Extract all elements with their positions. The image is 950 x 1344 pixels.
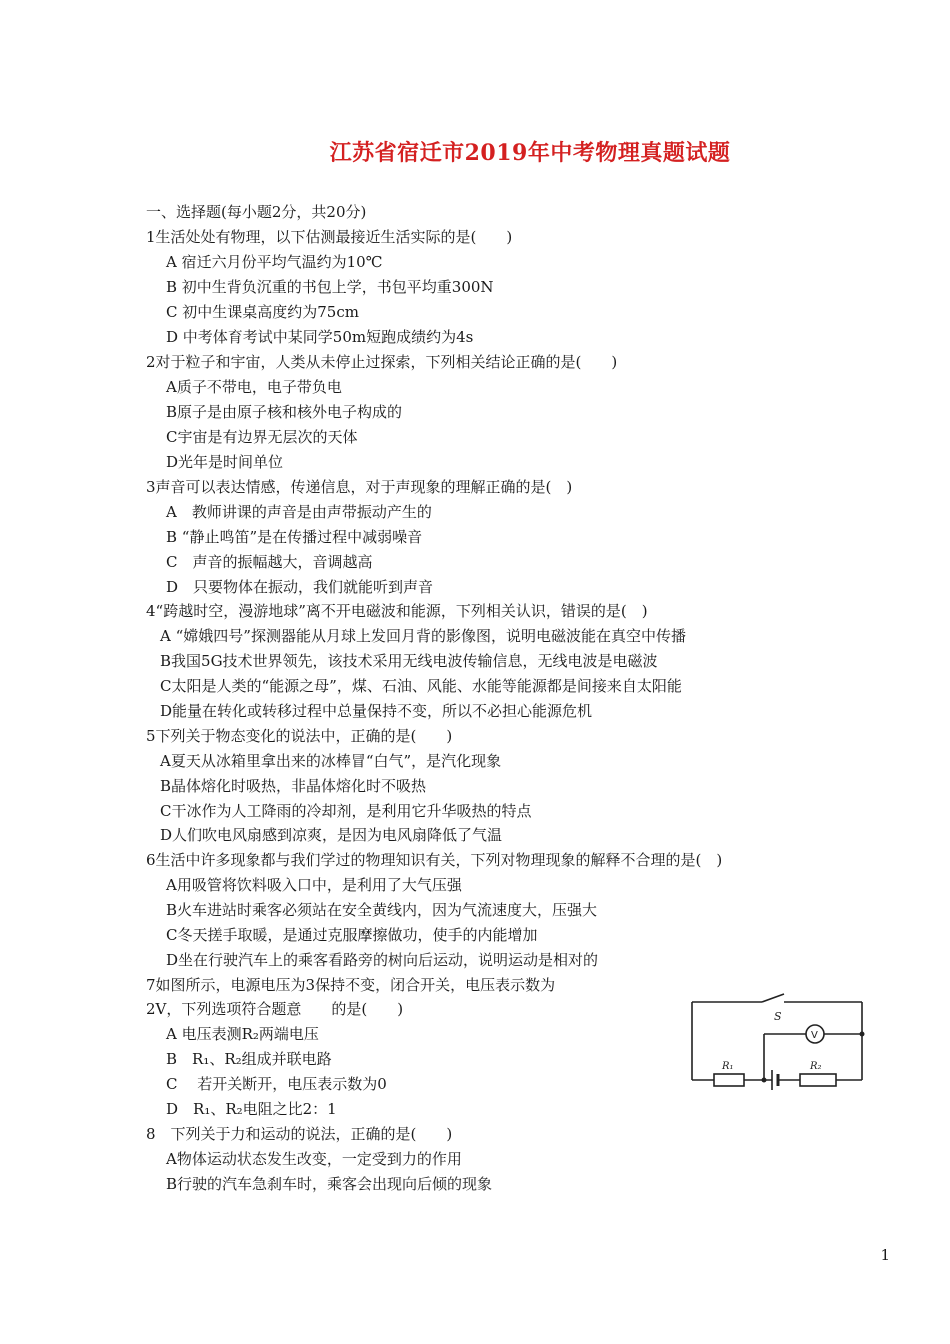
- question-3-stem: 3声音可以表达情感，传递信息，对于声现象的理解正确的是( ): [146, 478, 573, 496]
- document-title: 江苏省宿迁市2019年中考物理真题试题: [329, 140, 731, 166]
- resistor-r2: [800, 1074, 836, 1086]
- junction-dot-right: [860, 1032, 865, 1037]
- question-4-option-b: B我国5G技术世界领先，该技术采用无线电波传输信息，无线电波是电磁波: [160, 652, 658, 670]
- question-6-option-b: B火车进站时乘客必须站在安全黄线内，因为气流速度大，压强大: [166, 901, 598, 919]
- question-3-option-b: B “静止鸣笛”是在传播过程中减弱噪音: [166, 528, 423, 546]
- question-4-stem: 4“跨越时空，漫游地球”离不开电磁波和能源，下列相关认识，错误的是( ): [146, 602, 648, 620]
- question-1-stem: 1生活处处有物理，以下估测最接近生活实际的是( ): [146, 228, 513, 246]
- question-3-option-a: A 教师讲课的声音是由声带振动产生的: [166, 503, 432, 521]
- question-6-option-c: C冬天搓手取暖，是通过克服摩擦做功，使手的内能增加: [166, 926, 538, 944]
- question-7-stem-continued: 2V，下列选项符合题意 的是( ): [146, 1000, 404, 1018]
- question-7-option-c: C 若开关断开，电压表示数为0: [166, 1075, 387, 1093]
- question-7-option-d: D R₁、R₂电阻之比2：1: [166, 1100, 337, 1118]
- resistor-r1: [714, 1074, 744, 1086]
- question-6-option-a: A用吸管将饮料吸入口中，是利用了大气压强: [166, 876, 462, 894]
- r1-label: R₁: [722, 1061, 734, 1072]
- circuit-diagram: [684, 988, 874, 1100]
- question-2-option-a: A质子不带电，电子带负电: [166, 378, 342, 396]
- question-2-stem: 2对于粒子和宇宙，人类从未停止过探索，下列相关结论正确的是( ): [146, 353, 618, 371]
- question-1-option-a: A 宿迁六月份平均气温约为10℃: [166, 253, 383, 271]
- question-5-option-b: B晶体熔化时吸热，非晶体熔化时不吸热: [160, 777, 427, 795]
- section-heading: 一、选择题(每小题2分，共20分): [146, 203, 367, 221]
- question-7-stem: 7如图所示，电源电压为3保持不变，闭合开关，电压表示数为: [146, 976, 556, 994]
- question-7-option-a: A 电压表测R₂两端电压: [166, 1025, 319, 1043]
- question-1-option-b: B 初中生背负沉重的书包上学，书包平均重300N: [166, 278, 494, 296]
- question-8-stem: 8 下列关于力和运动的说法，正确的是( ): [146, 1125, 453, 1143]
- question-6-option-d: D坐在行驶汽车上的乘客看路旁的树向后运动，说明运动是相对的: [166, 951, 599, 969]
- r2-label: R₂: [810, 1061, 822, 1072]
- switch-label: S: [774, 1010, 782, 1023]
- question-4-option-c: C太阳是人类的“能源之母”，煤、石油、风能、水能等能源都是间接来自太阳能: [160, 677, 682, 695]
- question-6-stem: 6生活中许多现象都与我们学过的物理知识有关，下列对物理现象的解释不合理的是( ): [146, 851, 723, 869]
- question-3-option-d: D 只要物体在振动，我们就能听到声音: [166, 578, 434, 596]
- question-2-option-b: B原子是由原子核和核外电子构成的: [166, 403, 403, 421]
- junction-dot-left: [762, 1078, 767, 1083]
- question-2-option-d: D光年是时间单位: [166, 453, 284, 471]
- question-5-option-a: A夏天从冰箱里拿出来的冰棒冒“白气”，是汽化现象: [160, 752, 502, 770]
- question-8-option-a: A物体运动状态发生改变，一定受到力的作用: [166, 1150, 462, 1168]
- question-5-stem: 5下列关于物态变化的说法中，正确的是( ): [146, 727, 453, 745]
- question-1-option-c: C 初中生课桌高度约为75cm: [166, 303, 359, 321]
- question-4-option-d: D能量在转化或转移过程中总量保持不变，所以不必担心能源危机: [160, 702, 593, 720]
- question-5-option-d: D人们吹电风扇感到凉爽，是因为电风扇降低了气温: [160, 826, 503, 844]
- switch-blade: [762, 994, 784, 1002]
- page-number: 1: [880, 1246, 890, 1264]
- question-3-option-c: C 声音的振幅越大，音调越高: [166, 553, 373, 571]
- question-5-option-c: C干冰作为人工降雨的冷却剂，是利用它升华吸热的特点: [160, 802, 532, 820]
- question-1-option-d: D 中考体育考试中某同学50m短跑成绩约为4s: [166, 328, 474, 346]
- voltmeter-label: V: [811, 1030, 818, 1041]
- question-8-option-b: B行驶的汽车急刹车时，乘客会出现向后倾的现象: [166, 1175, 493, 1193]
- question-4-option-a: A “嫦娥四号”探测器能从月球上发回月背的影像图，说明电磁波能在真空中传播: [160, 627, 686, 645]
- question-7-option-b: B R₁、R₂组成并联电路: [166, 1050, 332, 1068]
- question-2-option-c: C宇宙是有边界无层次的天体: [166, 428, 358, 446]
